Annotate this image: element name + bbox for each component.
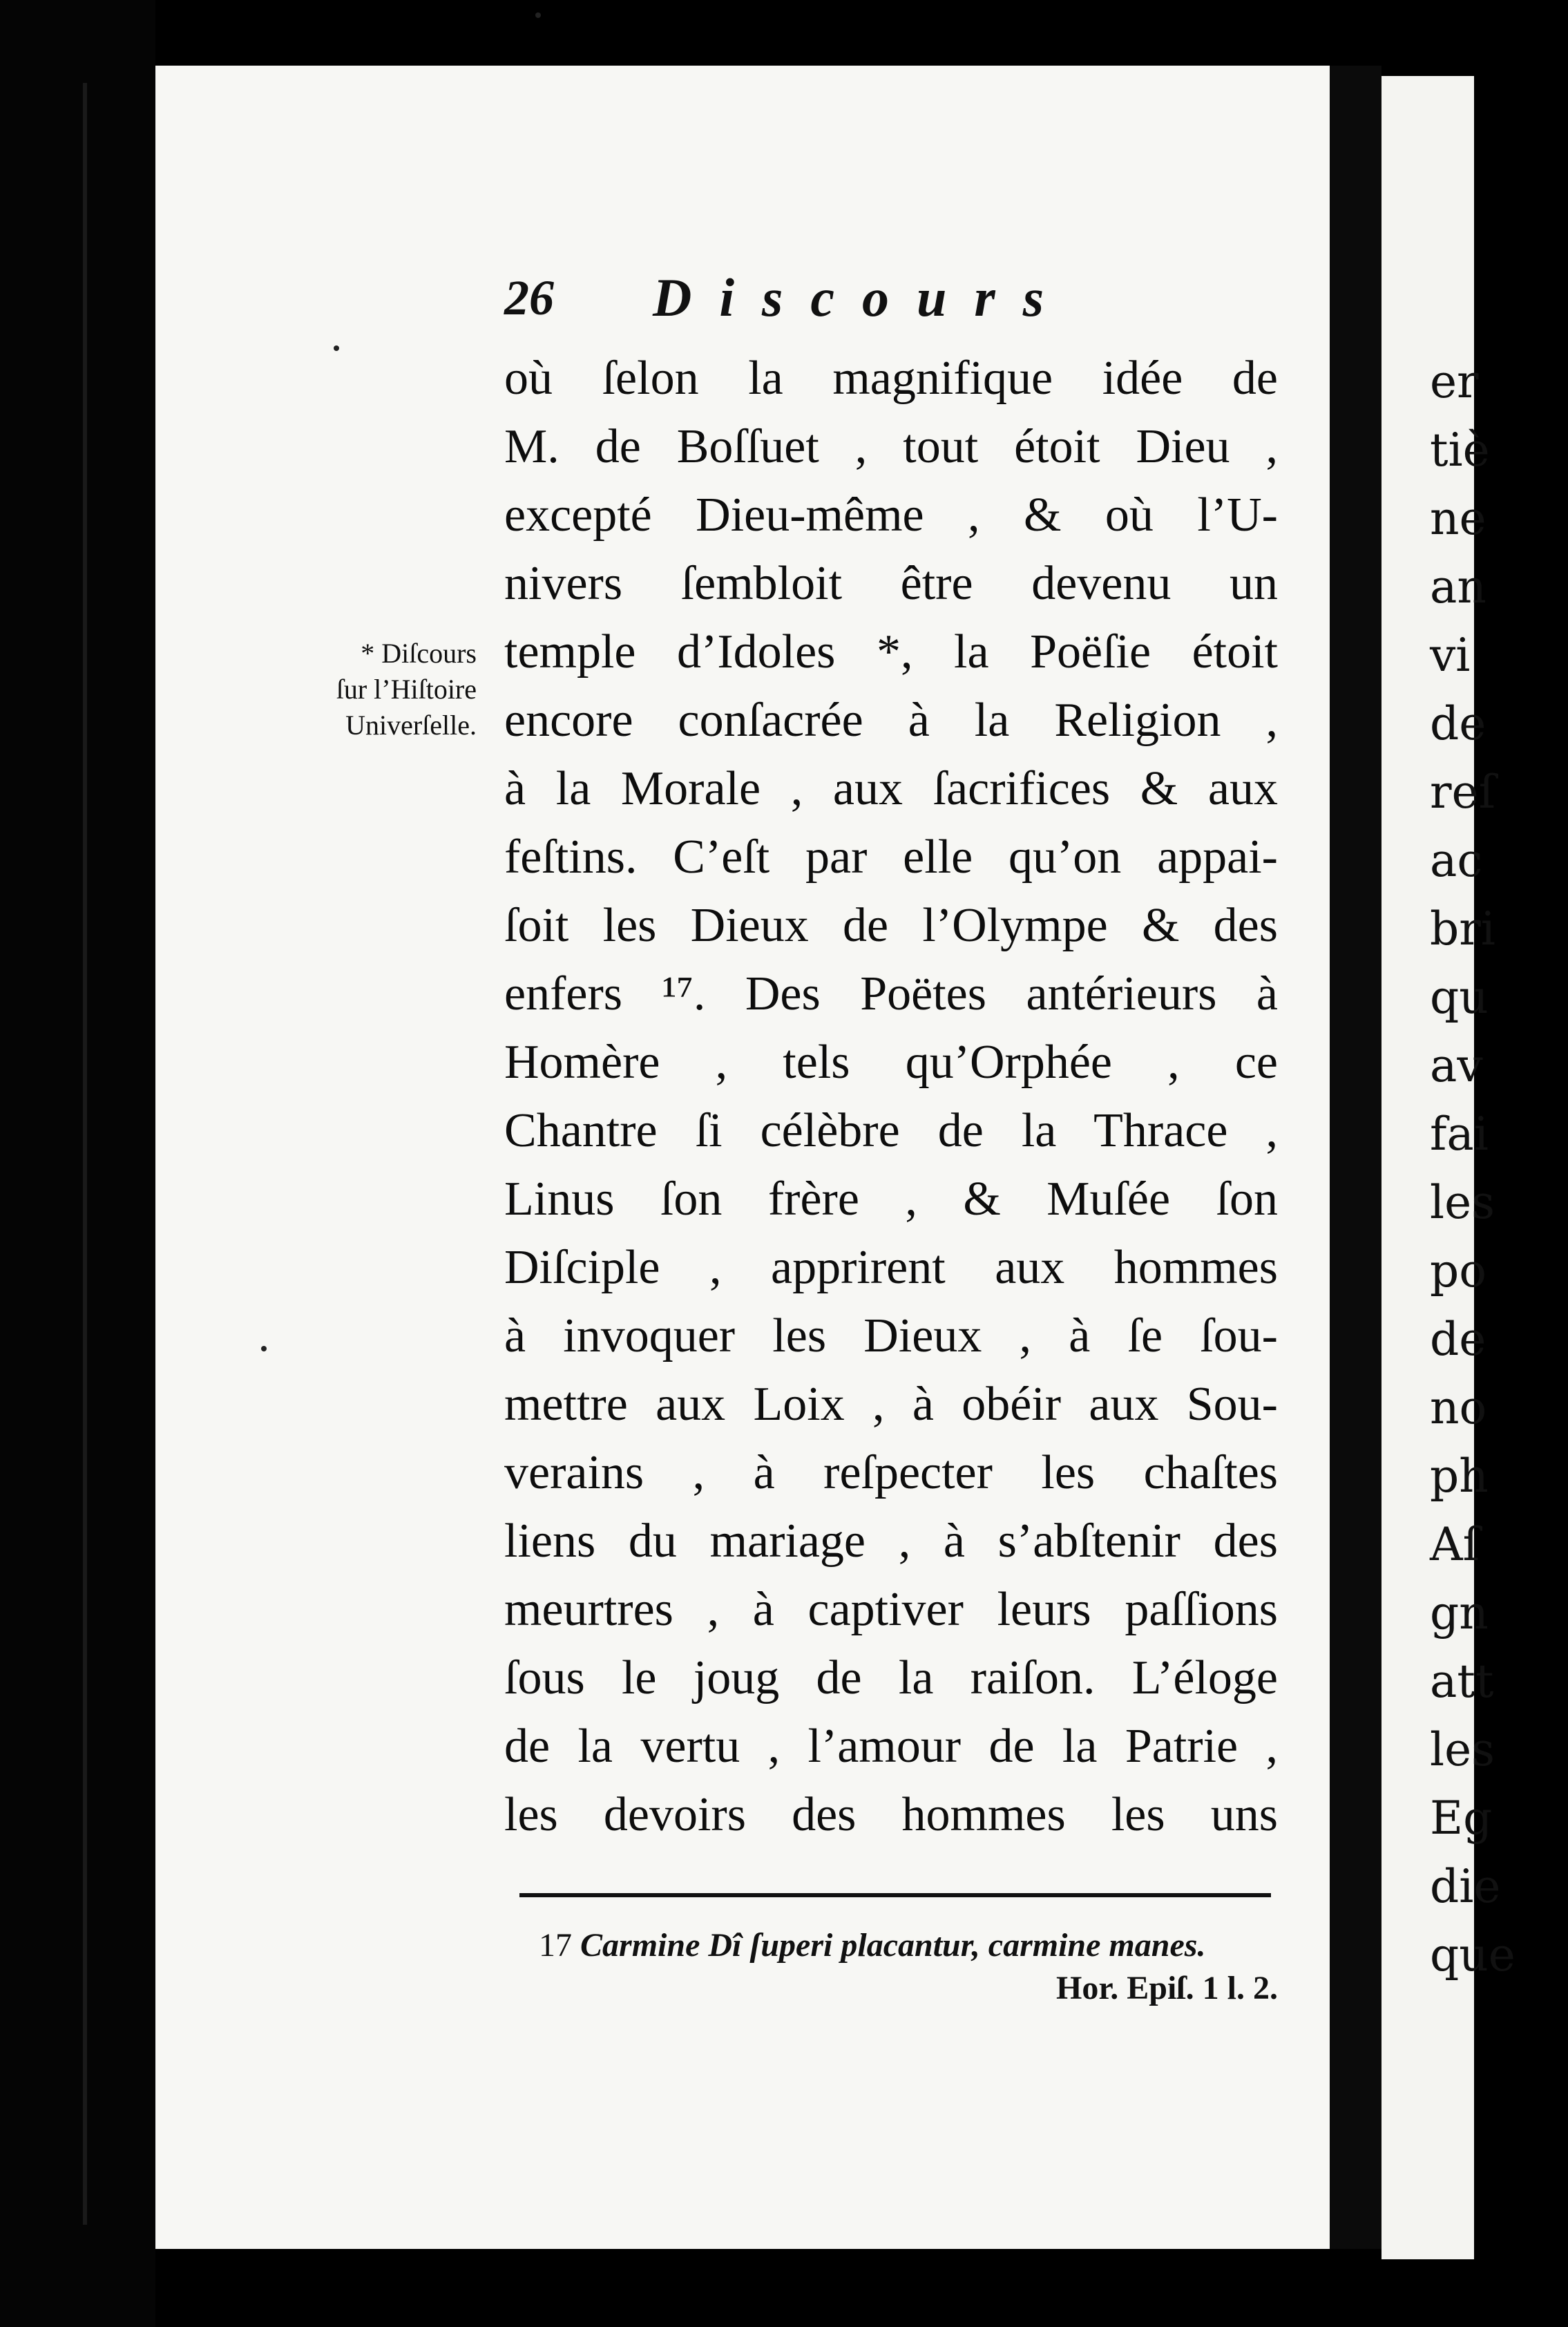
facing-page-fragment: Eg <box>1430 1792 1493 1845</box>
margin-note-line: * Diſcours <box>361 638 477 669</box>
facing-page-fragment: Aſ <box>1430 1518 1480 1571</box>
facing-page-fragment: die <box>1430 1860 1501 1913</box>
facing-page-fragment: po <box>1430 1244 1486 1298</box>
facing-page-fragment: les <box>1430 1723 1495 1776</box>
body-text <box>504 344 1278 1849</box>
body-line: ſous le joug de la raiſon. L’éloge <box>504 1651 1278 1704</box>
body-line: enfers ¹⁷. Des Poëtes antérieurs à <box>504 967 1278 1020</box>
margin-note <box>280 636 477 743</box>
facing-page <box>1381 76 1516 2259</box>
footnote-source: Hor. Epiſ. 1 l. 2. <box>1056 1970 1278 2006</box>
facing-page-fragment: tiè <box>1430 424 1490 477</box>
body-line: nivers ſembloit être devenu un <box>504 557 1278 610</box>
scan-speck <box>261 1346 267 1351</box>
page-number: 26 <box>504 270 554 325</box>
facing-page-fragment: vi <box>1430 629 1471 682</box>
body-line: Homère , tels qu’Orphée , ce <box>504 1036 1278 1089</box>
edge-shadow-line <box>83 83 87 2225</box>
body-line: feſtins. C’eſt par elle qu’on appai- <box>504 830 1278 884</box>
margin-note-line: Univerſelle. <box>345 710 477 741</box>
facing-page-fragment: de <box>1430 697 1486 750</box>
body-line: à la Morale , aux ſacrifices & aux <box>504 762 1278 815</box>
facing-page-fragment: ne <box>1430 492 1486 545</box>
facing-page-fragment: an <box>1430 560 1486 614</box>
body-line: meurtres , à captiver leurs paſſions <box>504 1583 1278 1636</box>
facing-page-fragment: ac <box>1430 834 1483 887</box>
body-line: excepté Dieu-même , & où l’U- <box>504 488 1278 542</box>
body-line: ſoit les Dieux de l’Olympe & des <box>504 899 1278 952</box>
facing-page-fragment: gn <box>1430 1586 1489 1640</box>
footnote-quote: Carmine Dî ſuperi placantur, carmine manes. <box>580 1927 1206 1964</box>
footnote-number: 17 <box>539 1927 572 1964</box>
facing-page-fragment: les <box>1430 1176 1495 1229</box>
body-line: temple d’Idoles *, la Poëſie étoit <box>504 625 1278 678</box>
body-line: mettre aux Loix , à obéir aux Sou- <box>504 1378 1278 1431</box>
footnote <box>539 1924 1278 2010</box>
facing-page-fragment: bri <box>1430 902 1495 956</box>
facing-page-fragment: de <box>1430 1313 1486 1366</box>
body-line: Diſciple , apprirent aux hommes <box>504 1241 1278 1294</box>
body-line: les devoirs des hommes les uns <box>504 1788 1278 1841</box>
facing-page-fragment: fai <box>1430 1108 1489 1161</box>
margin-note-line: ſur l’Hiſtoire <box>336 674 477 705</box>
facing-page-fragment: ph <box>1430 1450 1489 1503</box>
page-header <box>504 263 1160 332</box>
running-head: Discours <box>653 267 1072 327</box>
facing-page-fragment: que <box>1430 1928 1516 1982</box>
body-line: liens du mariage , à s’abſtenir des <box>504 1514 1278 1568</box>
body-line: Linus ſon frère , & Muſée ſon <box>504 1172 1278 1226</box>
body-line: verains , à reſpecter les chaſtes <box>504 1446 1278 1499</box>
facing-page-fragment: reſ <box>1430 766 1496 819</box>
facing-page-fragment: qu <box>1430 971 1489 1024</box>
facing-page-fragment: er <box>1430 355 1479 408</box>
body-line: encore conſacrée à la Religion , <box>504 694 1278 747</box>
book-edge <box>0 0 155 2327</box>
body-line: de la vertu , l’amour de la Patrie , <box>504 1720 1278 1773</box>
footnote-rule <box>519 1893 1271 1897</box>
body-line: où ſelon la magnifique idée de <box>504 352 1278 405</box>
facing-page-fragment: no <box>1430 1381 1487 1434</box>
facing-page-fragment: att <box>1430 1655 1494 1708</box>
page-gutter <box>1330 66 1381 2249</box>
body-line: M. de Boſſuet , tout étoit Dieu , <box>504 420 1278 473</box>
body-line: Chantre ſi célèbre de la Thrace , <box>504 1104 1278 1157</box>
facing-page-fragment: av <box>1430 1039 1483 1092</box>
body-line: à invoquer les Dieux , à ſe ſou- <box>504 1309 1278 1362</box>
scan-speck <box>535 12 541 18</box>
scan-speck <box>334 345 339 351</box>
footnote-quote-line <box>539 1924 1278 1967</box>
